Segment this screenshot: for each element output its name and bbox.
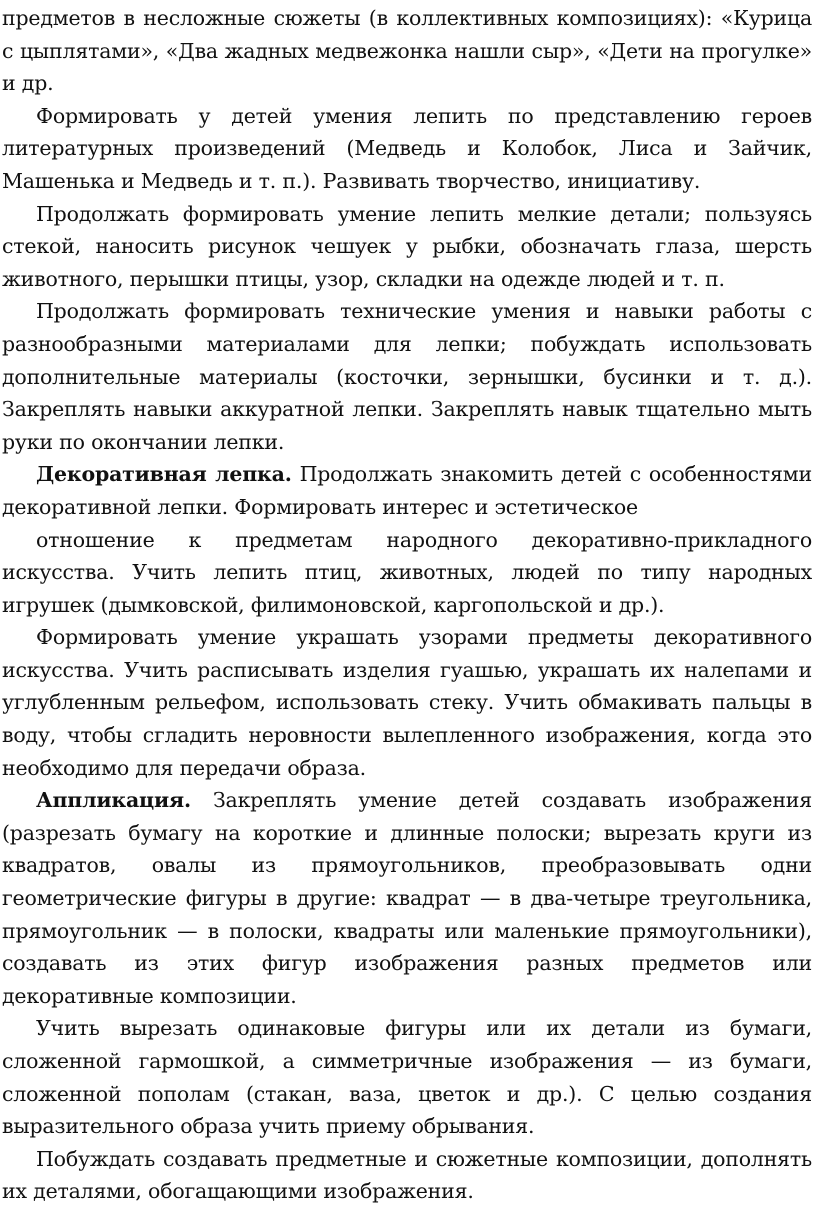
paragraph-decorating-patterns	[2, 621, 812, 784]
paragraph-literary-heroes	[2, 100, 812, 198]
paragraph-applique	[2, 784, 812, 1012]
paragraph-text: Продолжать формировать умение лепить мелкие детали; пользуясь стекой, наносить рисунок чешуек у рыбки, обозначать глаза, шерсть животного, перышки птицы, узор, складки на одежде людей и т. п.	[2, 201, 812, 291]
paragraph-text: Формировать у детей умения лепить по представлению героев литературных произведений (Медведь и Колобок, Лиса и Зайчик, Машенька и Медведь и т. п.). Развивать творчество, инициативу.	[2, 103, 812, 193]
paragraph-folk-toys	[2, 524, 812, 622]
paragraph-compositions	[2, 1143, 812, 1208]
paragraph-text: Формировать умение украшать узорами предметы декоративного искусства. Учить расписывать изделия гуашью, украшать их налепами и углубленным рельефом, использовать стеку. Учить обмакивать пальцы в воду, чтобы сгладить неровности вылепленного изображения, когда это необходимо для передачи образа.	[2, 625, 812, 780]
paragraph-text: Продолжать формировать технические умения и навыки работы с разнообразными материалами для лепки; побуждать использовать дополнительные материалы (косточки, зернышки, бусинки и т. д.). Закреплять навыки аккуратной лепки. Закреплять навык тщательно мыть руки по окончании лепки.	[2, 299, 812, 454]
paragraph-text: Побуждать создавать предметные и сюжетные композиции, дополнять их деталями, обогащающими изображения.	[2, 1146, 812, 1204]
paragraph-cutting-shapes	[2, 1012, 812, 1142]
section-heading: Аппликация.	[36, 788, 191, 813]
paragraph-text: Закреплять умение детей создавать изображения (разрезать бумагу на короткие и длинные полоски; вырезать круги из квадратов, овалы из прямоугольников, преобразовывать одни геометрические фигуры в другие: квадрат — в два-четыре треугольника, прямоугольник — в полоски, квадраты или маленькие прямоугольники), создавать из этих фигур изображения разных предметов или декоративные композиции.	[2, 788, 812, 1008]
paragraph-text: Учить вырезать одинаковые фигуры или их детали из бумаги, сложенной гармошкой, а симметричные изображения — из бумаги, сложенной пополам (стакан, ваза, цветок и др.). С целью создания выразительного образа учить приему обрывания.	[2, 1016, 812, 1139]
section-heading: Декоративная лепка.	[36, 462, 292, 487]
paragraph-intro-continuation	[2, 2, 812, 100]
paragraph-technical-skills	[2, 295, 812, 458]
paragraph-text: Продолжать знакомить детей с особенностями декоративной лепки. Формировать интерес и эстетическое	[2, 462, 812, 519]
paragraph-small-details	[2, 198, 812, 296]
document-page	[2, 2, 812, 1208]
paragraph-decorative-modeling	[2, 458, 812, 523]
paragraph-text: отношение к предметам народного декоративно-прикладного искусства. Учить лепить птиц, животных, людей по типу народных игрушек (дымковской, филимоновской, каргопольской и др.).	[2, 527, 812, 617]
paragraph-text: предметов в несложные сюжеты (в коллективных композициях): «Курица с цыплятами», «Два жадных медвежонка нашли сыр», «Дети на прогулке» и др.	[2, 6, 812, 96]
